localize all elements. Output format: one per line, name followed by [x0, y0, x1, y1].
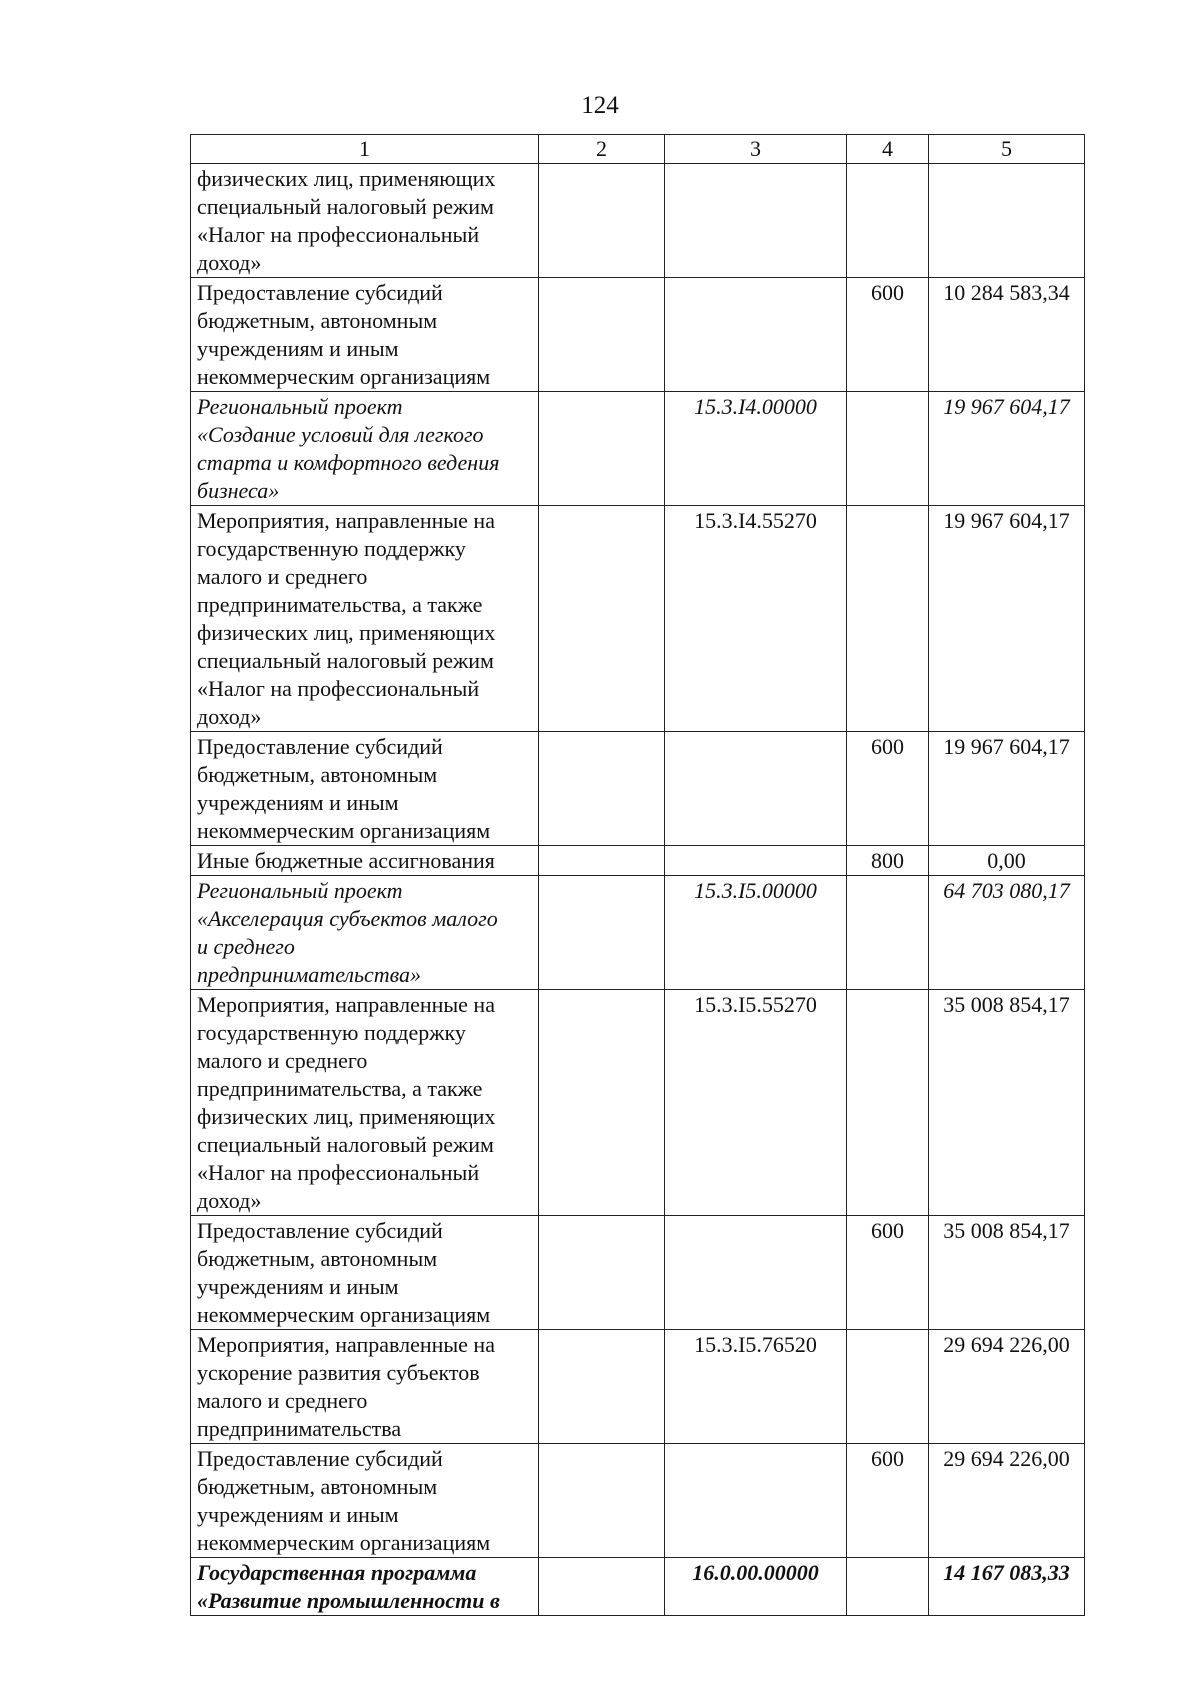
- cell-description-text: Предоставление субсидий бюджетным, автономным учреждениям и иным некоммерческим организациям: [197, 734, 491, 843]
- cell-target-code: [665, 1216, 847, 1330]
- table-row: [191, 506, 1085, 732]
- cell-description: [191, 1444, 539, 1558]
- cell-description-text: Мероприятия, направленные на государственную поддержку малого и среднего предпринимательства, а также физических лиц, применяющих специальный налоговый режим «Налог на профессиональный доход»: [197, 508, 496, 729]
- cell-description: [191, 506, 539, 732]
- cell-amount: [929, 278, 1085, 392]
- cell-expense-type: [847, 392, 929, 506]
- cell-amount: [929, 876, 1085, 990]
- cell-target-code: [665, 990, 847, 1216]
- table-row: [191, 392, 1085, 506]
- table-body: [191, 164, 1085, 1616]
- cell-target-code: [665, 506, 847, 732]
- table-row: [191, 990, 1085, 1216]
- cell-target-code-text: 16.0.00.00000: [692, 1560, 819, 1585]
- cell-target-code-text: 15.3.I5.76520: [694, 1332, 817, 1357]
- cell-description: [191, 876, 539, 990]
- cell-description-text: Мероприятия, направленные на государственную поддержку малого и среднего предпринимательства, а также физических лиц, применяющих специальный налоговый режим «Налог на профессиональный доход»: [197, 992, 496, 1213]
- cell-description: [191, 990, 539, 1216]
- cell-col-2: [539, 506, 665, 732]
- cell-amount-text: 19 967 604,17: [943, 394, 1070, 419]
- cell-description-text: Мероприятия, направленные на ускорение развития субъектов малого и среднего предпринимательства: [197, 1332, 495, 1441]
- cell-amount-text: 35 008 854,17: [943, 992, 1070, 1017]
- cell-col-2: [539, 990, 665, 1216]
- budget-table: [190, 134, 1085, 1616]
- header-col-5: 5: [929, 135, 1085, 164]
- header-row: [191, 135, 1085, 164]
- table-row: [191, 1216, 1085, 1330]
- cell-expense-type-text: 600: [871, 734, 904, 759]
- cell-amount-text: 64 703 080,17: [943, 878, 1070, 903]
- cell-target-code: [665, 732, 847, 846]
- cell-amount: [929, 732, 1085, 846]
- cell-amount: [929, 846, 1085, 876]
- cell-target-code: [665, 1330, 847, 1444]
- cell-col-2: [539, 876, 665, 990]
- table-row: [191, 732, 1085, 846]
- cell-amount-text: 10 284 583,34: [943, 280, 1070, 305]
- table-row: [191, 1558, 1085, 1616]
- cell-col-2: [539, 1330, 665, 1444]
- header-col-1: 1: [191, 135, 539, 164]
- cell-amount-text: 29 694 226,00: [943, 1332, 1070, 1357]
- cell-amount: [929, 164, 1085, 278]
- cell-description: [191, 278, 539, 392]
- cell-description-text: Предоставление субсидий бюджетным, автономным учреждениям и иным некоммерческим организациям: [197, 280, 491, 389]
- cell-col-2: [539, 1558, 665, 1616]
- table-row: [191, 1330, 1085, 1444]
- cell-amount: [929, 1216, 1085, 1330]
- cell-target-code: [665, 876, 847, 990]
- cell-amount: [929, 1330, 1085, 1444]
- cell-expense-type: [847, 1558, 929, 1616]
- header-col-4: 4: [847, 135, 929, 164]
- cell-amount-text: 14 167 083,33: [943, 1560, 1070, 1585]
- cell-description: [191, 1216, 539, 1330]
- cell-description-text: Региональный проект «Акселерация субъектов малого и среднего предпринимательства»: [197, 878, 498, 987]
- cell-expense-type-text: 600: [871, 280, 904, 305]
- cell-target-code: [665, 164, 847, 278]
- cell-target-code: [665, 846, 847, 876]
- cell-description-text: физических лиц, применяющих специальный налоговый режим «Налог на профессиональный доход»: [197, 166, 496, 275]
- cell-description: [191, 164, 539, 278]
- cell-target-code-text: 15.3.I4.00000: [694, 394, 817, 419]
- cell-amount-text: 0,00: [987, 848, 1026, 873]
- cell-expense-type: [847, 846, 929, 876]
- header-col-3: 3: [665, 135, 847, 164]
- cell-description: [191, 392, 539, 506]
- cell-amount: [929, 990, 1085, 1216]
- cell-target-code: [665, 1558, 847, 1616]
- table-row: [191, 164, 1085, 278]
- cell-target-code: [665, 392, 847, 506]
- cell-expense-type: [847, 506, 929, 732]
- cell-amount: [929, 392, 1085, 506]
- cell-description: [191, 732, 539, 846]
- cell-description: [191, 846, 539, 876]
- cell-target-code: [665, 1444, 847, 1558]
- cell-col-2: [539, 1216, 665, 1330]
- cell-amount-text: 29 694 226,00: [943, 1446, 1070, 1471]
- table-row: [191, 876, 1085, 990]
- cell-expense-type: [847, 278, 929, 392]
- cell-expense-type: [847, 876, 929, 990]
- cell-amount: [929, 1444, 1085, 1558]
- cell-col-2: [539, 392, 665, 506]
- cell-description-text: Предоставление субсидий бюджетным, автономным учреждениям и иным некоммерческим организациям: [197, 1446, 491, 1555]
- cell-col-2: [539, 1444, 665, 1558]
- cell-description-text: Государственная программа «Развитие промышленности в: [197, 1560, 500, 1613]
- cell-expense-type-text: 800: [871, 848, 904, 873]
- cell-target-code: [665, 278, 847, 392]
- cell-col-2: [539, 164, 665, 278]
- table-row: [191, 846, 1085, 876]
- cell-expense-type: [847, 990, 929, 1216]
- cell-target-code-text: 15.3.I5.00000: [694, 878, 817, 903]
- cell-amount: [929, 506, 1085, 732]
- cell-description-text: Иные бюджетные ассигнования: [197, 848, 495, 873]
- cell-expense-type-text: 600: [871, 1218, 904, 1243]
- cell-amount: [929, 1558, 1085, 1616]
- cell-col-2: [539, 846, 665, 876]
- header-col-2: 2: [539, 135, 665, 164]
- page-number: 124: [581, 92, 619, 119]
- cell-expense-type: [847, 732, 929, 846]
- cell-target-code-text: 15.3.I4.55270: [694, 508, 817, 533]
- cell-col-2: [539, 732, 665, 846]
- table-row: [191, 278, 1085, 392]
- cell-expense-type: [847, 1444, 929, 1558]
- cell-expense-type: [847, 1216, 929, 1330]
- cell-description-text: Региональный проект «Создание условий для легкого старта и комфортного ведения бизнеса»: [197, 394, 500, 503]
- cell-amount-text: 19 967 604,17: [943, 734, 1070, 759]
- cell-target-code-text: 15.3.I5.55270: [694, 992, 817, 1017]
- cell-expense-type-text: 600: [871, 1446, 904, 1471]
- cell-expense-type: [847, 164, 929, 278]
- cell-amount-text: 19 967 604,17: [943, 508, 1070, 533]
- cell-description: [191, 1330, 539, 1444]
- cell-description-text: Предоставление субсидий бюджетным, автономным учреждениям и иным некоммерческим организациям: [197, 1218, 491, 1327]
- cell-col-2: [539, 278, 665, 392]
- cell-description: [191, 1558, 539, 1616]
- table-row: [191, 1444, 1085, 1558]
- cell-amount-text: 35 008 854,17: [943, 1218, 1070, 1243]
- cell-expense-type: [847, 1330, 929, 1444]
